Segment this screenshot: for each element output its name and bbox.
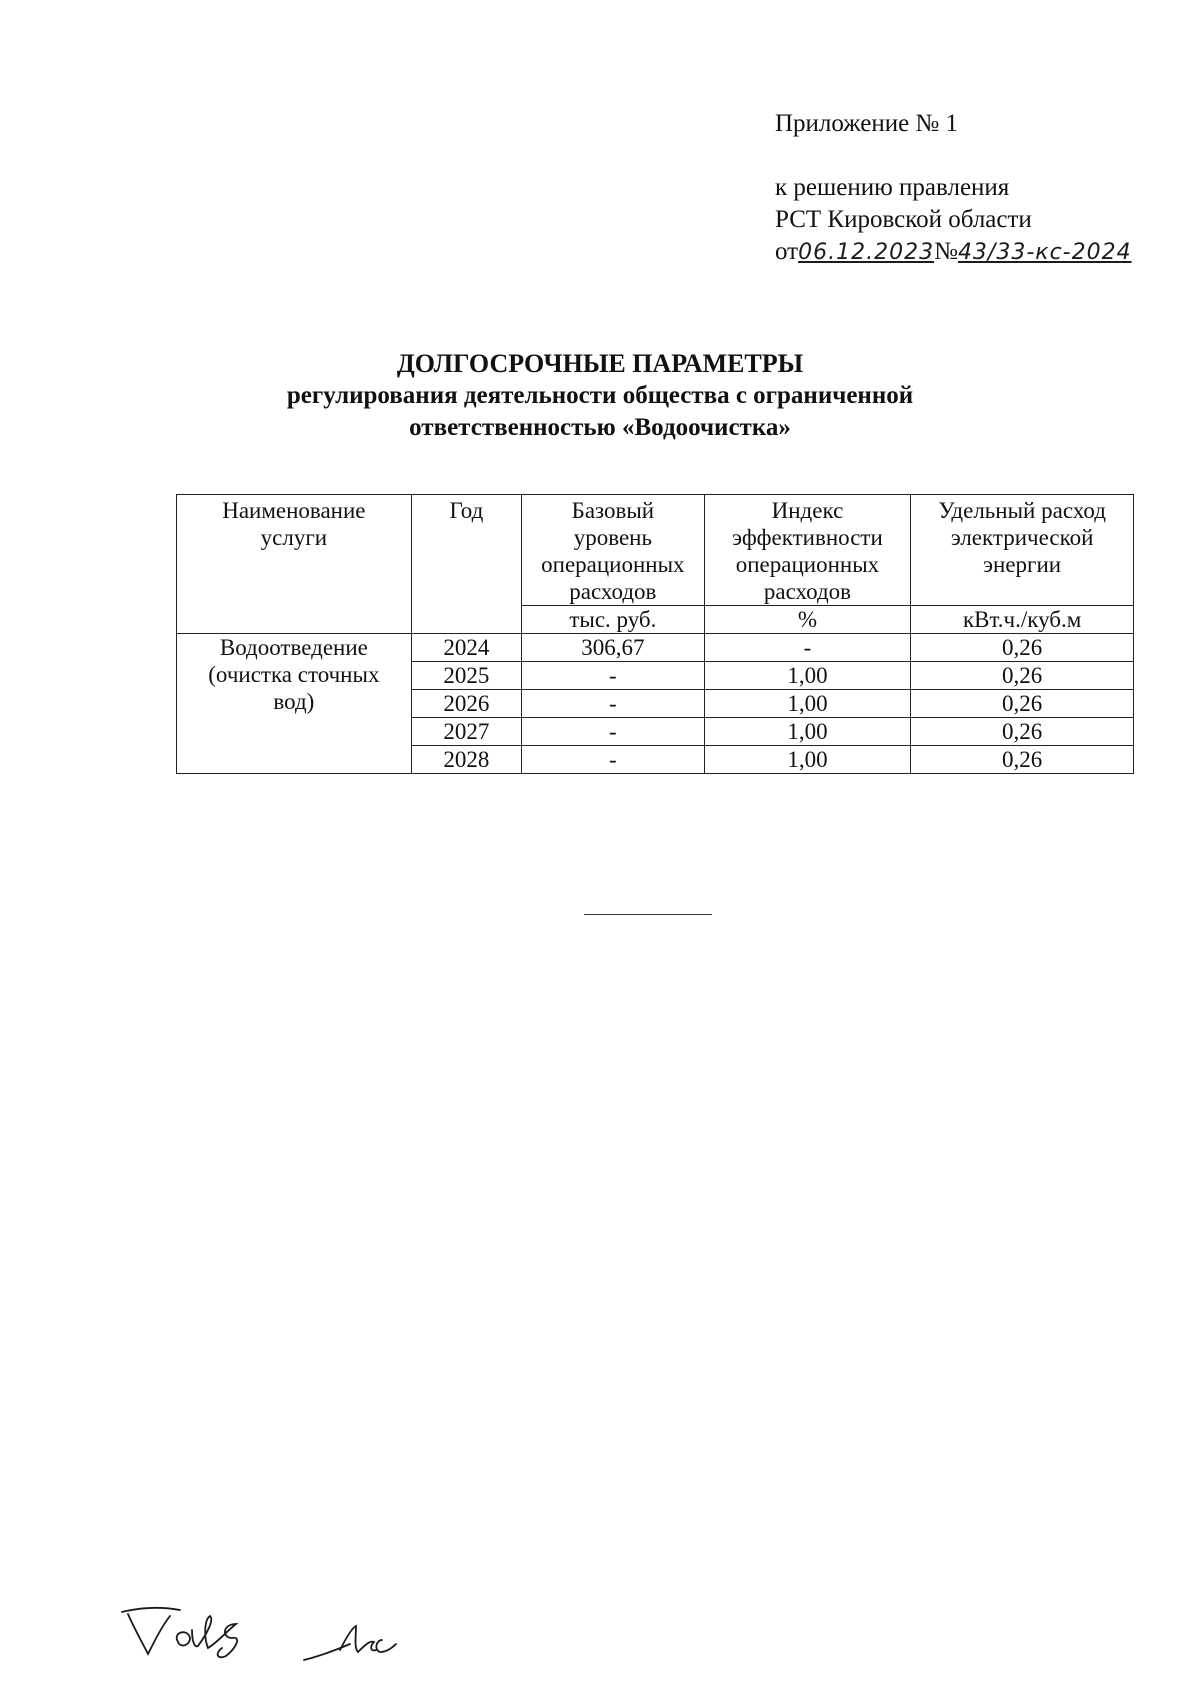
header-service: Наименование услуги: [177, 495, 412, 634]
header-base-level: Базовый уровень операционных расходов: [522, 495, 705, 606]
appendix-block: [775, 108, 1132, 269]
handwritten-number: 43/33-кс-2024: [957, 240, 1132, 265]
header-specific-consumption: Удельный расход электрической энергии: [911, 495, 1134, 606]
table-header-row: [177, 495, 1134, 606]
cell-specific-consumption: 0,26: [911, 746, 1134, 774]
unit-base-level: тыс. руб.: [522, 606, 705, 634]
table-row: [177, 634, 1134, 662]
cell-base-level: -: [522, 718, 705, 746]
header-year: Год: [411, 495, 521, 634]
appendix-title: Приложение № 1: [775, 110, 959, 137]
number-prefix: №: [934, 238, 958, 265]
heading-line-1: ДОЛГОСРОЧНЫЕ ПАРАМЕТРЫ: [396, 349, 804, 378]
unit-efficiency-index: %: [704, 606, 911, 634]
cell-year: 2028: [411, 746, 521, 774]
appendix-date-line: [775, 236, 1132, 269]
header-efficiency-index: Индекс эффективности операционных расходов: [704, 495, 911, 606]
cell-specific-consumption: 0,26: [911, 634, 1134, 662]
cell-efficiency-index: 1,00: [704, 718, 911, 746]
signature-initials-left: [118, 1602, 268, 1662]
appendix-authority: РСТ Кировской области: [775, 206, 1032, 233]
cell-specific-consumption: 0,26: [911, 690, 1134, 718]
cell-base-level: -: [522, 690, 705, 718]
cell-base-level: -: [522, 746, 705, 774]
cell-base-level: 306,67: [522, 634, 705, 662]
unit-specific-consumption: кВт.ч./куб.м: [911, 606, 1134, 634]
cell-efficiency-index: 1,00: [704, 690, 911, 718]
heading-line-3: ответственностью «Водоочистка»: [409, 414, 791, 441]
cell-efficiency-index: -: [704, 634, 911, 662]
service-name-cell: Водоотведение (очистка сточных вод): [177, 634, 412, 774]
cell-efficiency-index: 1,00: [704, 746, 911, 774]
appendix-decision: к решению правления: [775, 174, 1010, 201]
cell-year: 2027: [411, 718, 521, 746]
cell-year: 2025: [411, 662, 521, 690]
cell-base-level: -: [522, 662, 705, 690]
cell-year: 2026: [411, 690, 521, 718]
parameters-table: [176, 494, 1134, 774]
cell-efficiency-index: 1,00: [704, 662, 911, 690]
cell-specific-consumption: 0,26: [911, 718, 1134, 746]
heading-line-2: регулирования деятельности общества с ограниченной: [286, 382, 914, 409]
handwritten-date: 06.12.2023: [798, 240, 935, 265]
document-heading: [0, 348, 1200, 444]
signature-initials-right: [300, 1620, 410, 1670]
cell-year: 2024: [411, 634, 521, 662]
cell-specific-consumption: 0,26: [911, 662, 1134, 690]
end-divider: [584, 914, 712, 915]
date-prefix: от: [775, 238, 799, 265]
